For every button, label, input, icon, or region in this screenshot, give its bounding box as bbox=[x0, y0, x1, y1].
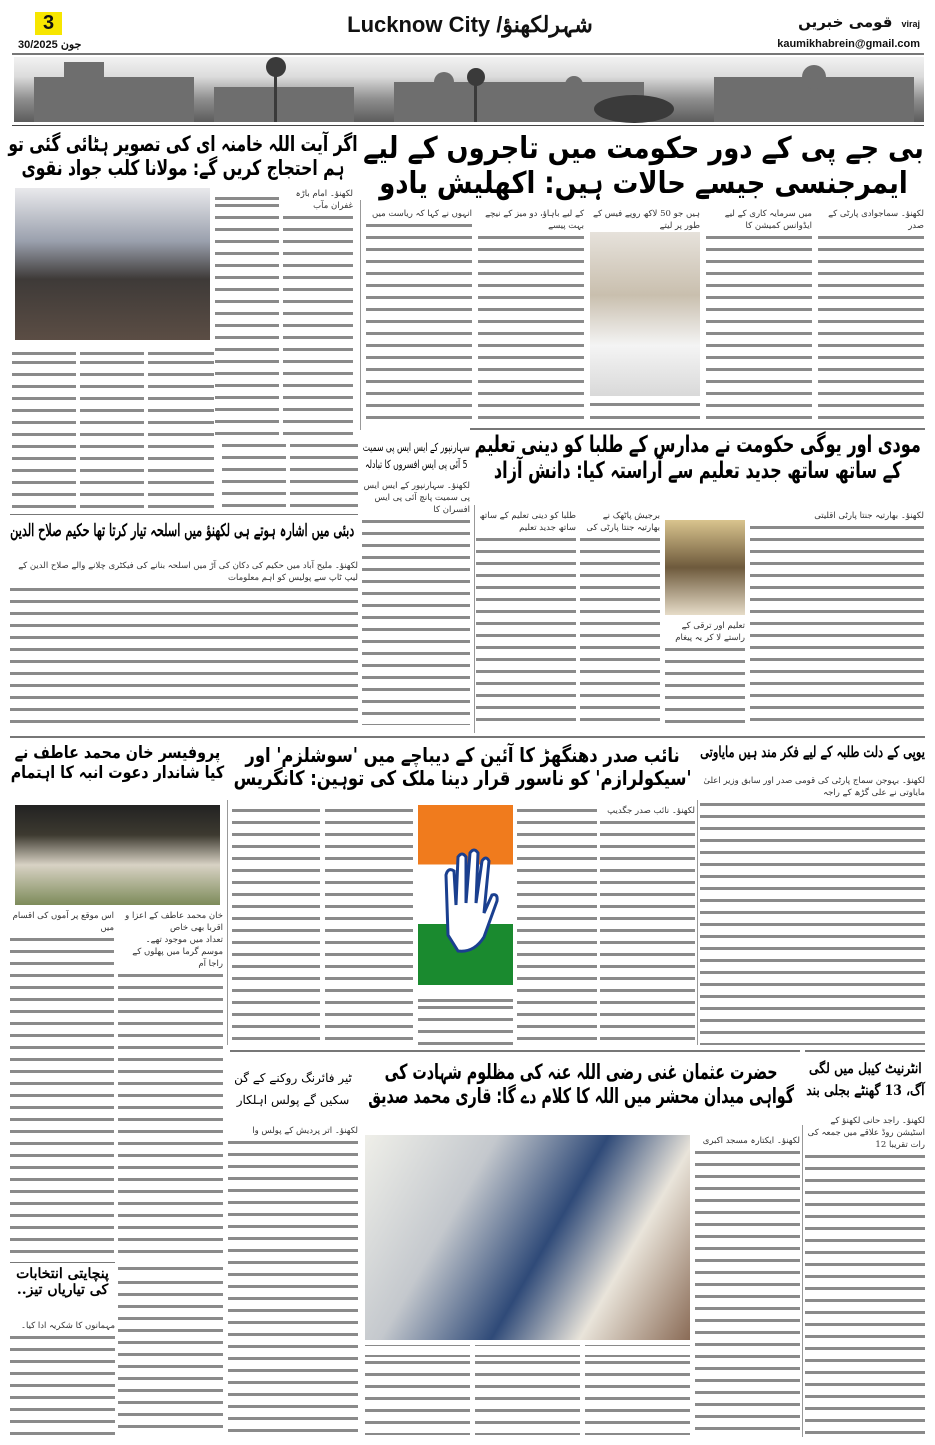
divider bbox=[10, 514, 358, 515]
headline-text: دبئی میں اشارہ ہوتے ہی لکھنؤ میں اسلحہ تیار کرتا تھا حکیم صلاح الدین bbox=[10, 521, 355, 541]
headline-mayawati bbox=[700, 744, 925, 763]
logo-mark: viraj bbox=[901, 19, 920, 29]
article-body bbox=[517, 805, 597, 1045]
section-title: Lucknow City /شہرلکھنؤ bbox=[347, 12, 593, 37]
photo-mango-party bbox=[15, 805, 220, 905]
headline-usman bbox=[362, 1060, 800, 1110]
headline-akhilesh bbox=[362, 132, 924, 203]
hand-icon bbox=[418, 805, 513, 985]
headline-saharanpur bbox=[362, 440, 470, 475]
headline-text: مودی اور یوگی حکومت نے مدارس کے طلبا کو دینی تعلیم کے ساتھ ساتھ جدید تعلیم سے آراستہ کیا: دانش آزاد bbox=[474, 432, 922, 485]
logo bbox=[780, 12, 920, 31]
article-body: لکھنؤ۔ بھارتیہ جنتا پارٹی اقلیتی bbox=[750, 510, 924, 730]
article-body bbox=[475, 1345, 580, 1435]
email: kaumikhabrein@gmail.com bbox=[777, 38, 920, 50]
article-body bbox=[585, 1345, 690, 1435]
headline-text: اگر آیت اللہ خامنہ ای کی تصویر ہٹائی گئی تو ہم احتجاج کریں گے: مولانا کلب جواد نقوی bbox=[8, 132, 358, 181]
headline-khamenei bbox=[8, 132, 358, 182]
column-rule bbox=[474, 505, 475, 733]
column-rule bbox=[802, 1125, 803, 1437]
banner-rule bbox=[12, 125, 924, 126]
lucknow-skyline-banner bbox=[14, 57, 924, 122]
article-body: لکھنؤ۔ سماجوادی پارٹی کے صدر bbox=[818, 208, 924, 423]
article-body bbox=[215, 188, 279, 435]
article-body: لکھنؤ۔ امام باڑہ غفران مآب bbox=[283, 188, 353, 435]
photo-danish-azad bbox=[665, 520, 745, 615]
article-body bbox=[118, 1265, 223, 1435]
divider bbox=[10, 736, 925, 738]
article-body: لکھنؤ۔ راجد حانی لکھنؤ کے اسٹیشن روڈ علاقے میں جمعہ کی رات تقریبا 12 bbox=[805, 1115, 925, 1435]
photo-akhilesh-yadav bbox=[590, 228, 700, 396]
article-body: خان محمد عاطف کے اعزا و اقربا بھی خاص تعداد میں موجود تھے۔ موسم گرما میں پھلوں کے راجا آم bbox=[118, 910, 223, 1260]
headline-salahuddin bbox=[10, 522, 355, 544]
headline-internet bbox=[805, 1058, 925, 1105]
article-body: ہیں جو 50 لاکھ روپے فیس کے طور پر لیتے bbox=[590, 208, 700, 224]
divider bbox=[805, 1050, 925, 1052]
divider bbox=[230, 1050, 800, 1052]
article-body: لکھنؤ۔ اتر پردیش کے پولس وا bbox=[228, 1125, 358, 1435]
headline-text: پنچایتی انتخابات کی تیاریاں تیز.. bbox=[16, 1266, 109, 1299]
article-body: انہوں نے کہا کہ ریاست میں bbox=[366, 208, 472, 423]
article-body: طلبا کو دینی تعلیم کے ساتھ ساتھ جدید تعلیم bbox=[476, 510, 576, 730]
logo-text: قومی خبریں bbox=[798, 13, 893, 31]
article-body: تعلیم اور ترقی کے راستے لا کر یہ پیغام bbox=[665, 620, 745, 730]
skyline-illustration bbox=[14, 57, 924, 122]
article-body bbox=[418, 990, 513, 1045]
headline-text: انٹرنیٹ کیبل میں لگی آگ، 13 گھنٹے بجلی بند bbox=[805, 1061, 925, 1100]
headline-text: بی جے پی کے دور حکومت میں تاجروں کے لیے ایمرجنسی جیسے حالات ہیں: اکھلیش یادو bbox=[362, 131, 924, 201]
column-rule bbox=[360, 200, 361, 430]
divider bbox=[470, 428, 925, 430]
headline-text: یوپی کے دلت طلبہ کے لیے فکر مند ہیں مایاوتی bbox=[700, 743, 925, 761]
article-body bbox=[325, 805, 413, 1045]
article-body bbox=[232, 805, 320, 1045]
headline-atif bbox=[10, 744, 225, 785]
page-number-badge: 3 bbox=[35, 12, 62, 35]
headline-text: سہارنپور کے ایس ایس پی سمیت 5 آئی پی ایس افسروں کا تبادلہ bbox=[362, 441, 470, 471]
header-rule bbox=[12, 53, 924, 55]
article-body bbox=[12, 345, 76, 510]
article-body bbox=[290, 440, 358, 512]
photo-qari-siddiq bbox=[365, 1135, 690, 1340]
issue-date: 30/جون 2025 bbox=[18, 39, 82, 51]
headline-panchayat bbox=[10, 1266, 115, 1316]
article-body: لکھنؤ۔ نائب صدر جگدیپ bbox=[600, 805, 695, 1045]
article-body bbox=[365, 1345, 470, 1435]
article-body bbox=[80, 345, 144, 510]
article-body: کے لیے باہاؤ، دو میز کے نیچے بہت پیسے bbox=[478, 208, 584, 423]
headline-danish-azad bbox=[472, 432, 924, 487]
divider bbox=[10, 1262, 115, 1263]
article-body: برجیش پاٹھک نے بھارتیہ جنتا پارٹی کی bbox=[580, 510, 660, 730]
congress-hand-symbol bbox=[418, 805, 513, 985]
article-body: میں سرمایہ کاری کے لیے ایڈوانس کمیشن کا bbox=[706, 208, 812, 423]
column-rule bbox=[227, 800, 228, 1045]
article-body: لکھنؤ۔ بہوجن سماج پارٹی کی قومی صدر اور سابق وزیر اعلیٰ مایاوتی نے علی گڑھ کے راجہ bbox=[700, 775, 925, 1045]
headline-congress bbox=[230, 744, 695, 792]
article-body: لکھنؤ۔ ایکتارہ مسجد اکبری bbox=[695, 1135, 800, 1435]
article-body bbox=[222, 440, 286, 512]
headline-text: پروفیسر خان محمد عاطف نے کیا شاندار دعوت انبہ کا اہتمام bbox=[10, 743, 225, 783]
photo-majlis bbox=[15, 188, 210, 340]
article-body: اس موقع پر آموں کی اقسام میں bbox=[10, 910, 114, 1260]
article-body: لکھنؤ۔ ملیح آباد میں حکیم کی دکان کی آڑ میں اسلحہ بنانے کی فیکٹری چلانے والے صلاح الدین کے لیپ ٹاپ سے پولیس کو اہم معلومات bbox=[10, 560, 358, 730]
article-body: مہمانوں کا شکریہ ادا کیا۔ bbox=[10, 1320, 115, 1435]
headline-text: نائب صدر دھنگھڑ کا آئین کے دیباچے میں 'سوشلزم' اور 'سیکولرازم' کو ناسور قرار دینا ملک کی توہین: کانگریس bbox=[233, 743, 692, 790]
headline-text: حضرت عثمان غنی رضی اللہ عنہ کی مظلوم شہادت کی گواہی میدان محشر میں اللہ کا کلام دے گا: قاری محمد صدیق bbox=[368, 1060, 794, 1109]
column-rule bbox=[697, 800, 698, 1045]
headline-text: ٹیر فائرنگ روکنے کے گن سکیں گے پولس اہلکار bbox=[234, 1071, 352, 1107]
article-body bbox=[590, 400, 700, 425]
article-body: لکھنؤ۔ سہارنپور کے ایس ایس پی سمیت پانچ آئی پی ایس افسران کا bbox=[362, 480, 470, 725]
article-body bbox=[148, 345, 214, 510]
headline-teargas bbox=[228, 1068, 358, 1113]
